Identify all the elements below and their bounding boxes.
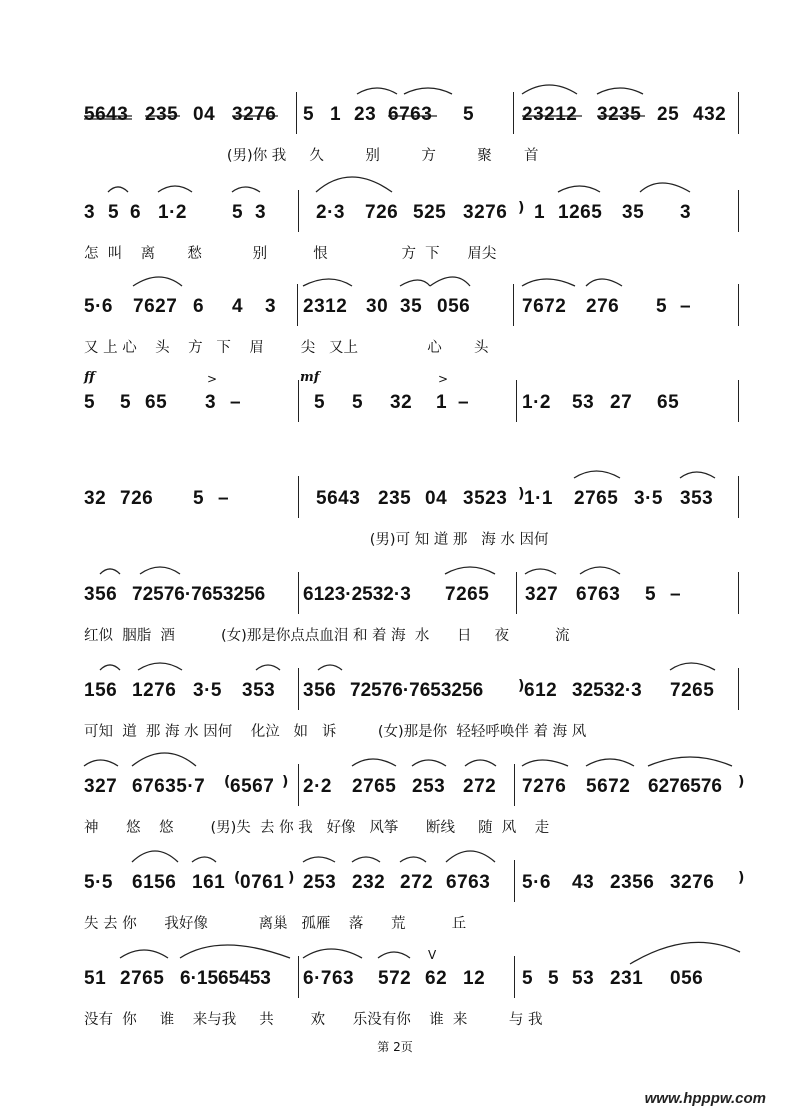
note-group: 056 [437,296,471,317]
page-number: 第 2页 [377,1040,413,1054]
note-group: 3235 [597,104,642,125]
note-group: – [458,392,470,413]
note-group: 53 [572,392,595,413]
barline [298,572,299,614]
note-group: 525 [413,202,447,223]
note-group: 3 [84,202,96,223]
note-group: 5 [645,584,657,605]
note-group: 356 [303,680,337,701]
note-group: 25 [657,104,680,125]
note-group: 231 [610,968,644,989]
accent-mark: > [438,372,449,386]
note-group: 6123·2532·3 [303,584,411,605]
note-group: 5 [548,968,560,989]
note-group: 04 [425,488,448,509]
slur-marks [0,268,790,338]
note-group: 5 [314,392,326,413]
bracket: ) [288,870,295,886]
barline [514,764,515,806]
bracket: ( [234,870,241,886]
note-group: 353 [680,488,714,509]
note-group: 5 [108,202,120,223]
note-group: 253 [303,872,337,893]
note-group: 726 [120,488,154,509]
barline [298,380,299,422]
barline [738,190,739,232]
barline [298,956,299,998]
note-group: 43 [572,872,595,893]
note-group: 32532·3 [572,680,642,701]
note-group: 272 [400,872,434,893]
note-group: 3276 [232,104,277,125]
note-group: 04 [193,104,216,125]
note-group: 6 [130,202,142,223]
note-group: 5 [463,104,475,125]
lyrics-line: 又 上 心 头 方 下 眉 尖 又上 心 头 [84,340,489,356]
barline [297,284,298,326]
note-group: 356 [84,584,118,605]
bracket: ) [518,678,525,694]
note-group: 2765 [574,488,619,509]
bracket: ( [224,774,231,790]
note-group: 276 [586,296,620,317]
note-group: 235 [378,488,412,509]
note-group: – [230,392,242,413]
note-group: 1 [330,104,342,125]
barline [298,668,299,710]
note-group: 056 [670,968,704,989]
note-group: – [670,584,682,605]
note-group: 5672 [586,776,631,797]
note-group: 32 [390,392,413,413]
note-group: 35 [622,202,645,223]
note-group: 156 [84,680,118,701]
note-group: 6763 [388,104,433,125]
watermark-url: www.hpppw.com [644,1090,766,1107]
note-group: 7627 [133,296,178,317]
note-group: 7265 [670,680,715,701]
note-group: 2·2 [303,776,332,797]
note-group: 3 [680,202,692,223]
note-group: 327 [525,584,559,605]
note-group: 51 [84,968,107,989]
note-group: 7265 [445,584,490,605]
note-group: 5 [352,392,364,413]
lyrics-line: 怎 叫 离 愁 别 恨 方 下 眉尖 [84,246,497,262]
note-group: 5 [232,202,244,223]
note-group: 6·1565453 [180,968,271,989]
note-group: 1 [436,392,448,413]
barline [298,764,299,806]
note-group: 253 [412,776,446,797]
note-group: 6156 [132,872,177,893]
barline [738,380,739,422]
note-group: 5 [522,968,534,989]
lyrics-line: 可知 道 那 海 水 因何 化泣 如 诉 (女)那是你 轻轻呼唤伴 着 海 风 [84,724,587,740]
note-group: 30 [366,296,389,317]
note-group: 72576·7653256 [132,584,266,605]
note-group: 72576·7653256 [350,680,484,701]
barline [298,476,299,518]
barline [738,572,739,614]
note-group: 5·6 [84,296,113,317]
barline [514,956,515,998]
note-group: 2356 [610,872,655,893]
note-group: 5 [193,488,205,509]
bracket: ) [738,774,745,790]
barline [296,92,297,134]
note-group: 4 [232,296,244,317]
note-group: 35 [400,296,423,317]
note-group: 272 [463,776,497,797]
lyrics-line: 失 去 你 我好像 离巢 孤雁 落 荒 丘 [84,916,467,932]
note-group: – [218,488,230,509]
note-group: 5 [84,392,96,413]
barline [513,284,514,326]
note-group: 1·2 [522,392,551,413]
barline [513,92,514,134]
barline [738,92,739,134]
bracket: ) [738,870,745,886]
note-group: 232 [352,872,386,893]
note-group: 7672 [522,296,567,317]
note-group: 2·3 [316,202,345,223]
lyrics-line: 神 悠 悠 (男)失 去 你 我 好像 风筝 断线 随 风 走 [84,820,550,836]
note-group: 612 [524,680,558,701]
note-group: 1·2 [158,202,187,223]
barline [738,476,739,518]
note-group: 1 [534,202,546,223]
note-group: 6567 [230,776,275,797]
note-group: 67635·7 [132,776,206,797]
note-group: 32 [84,488,107,509]
note-group: 6763 [446,872,491,893]
note-group: 3·5 [193,680,222,701]
note-group: 161 [192,872,226,893]
note-group: 5 [303,104,315,125]
note-group: 5643 [316,488,361,509]
note-group: 6 [193,296,205,317]
note-group: 5643 [84,104,129,125]
note-group: 5·6 [522,872,551,893]
note-group: 0761 [240,872,285,893]
note-group: 1265 [558,202,603,223]
note-group: 7276 [522,776,567,797]
dynamic-mf: mf [300,370,320,385]
note-group: 65 [145,392,168,413]
note-group: 353 [242,680,276,701]
note-group: 3523 [463,488,508,509]
note-group: 65 [657,392,680,413]
bracket: ) [518,486,525,502]
note-group: 6763 [576,584,621,605]
note-group: 5 [120,392,132,413]
note-group: 6·763 [303,968,355,989]
note-group: 432 [693,104,727,125]
note-group: 5·5 [84,872,113,893]
note-group: 235 [145,104,179,125]
note-group: 2765 [352,776,397,797]
bracket: ) [518,200,525,216]
note-group: 1276 [132,680,177,701]
note-group: 2312 [303,296,348,317]
lyrics-line: (男)可 知 道 那 海 水 因何 [84,532,549,548]
lyrics-line: 没有 你 谁 来与我 共 欢 乐没有你 谁 来 与 我 [84,1012,543,1028]
note-group: 5 [656,296,668,317]
note-group: 572 [378,968,412,989]
note-group: 62 [425,968,448,989]
note-group: 327 [84,776,118,797]
note-group: 23 [354,104,377,125]
note-group: 1·1 [524,488,553,509]
barline [738,668,739,710]
barline [738,284,739,326]
bracket: ) [282,774,289,790]
breath-mark: V [428,948,437,962]
note-group: 23212 [522,104,578,125]
barline [514,860,515,902]
lyrics-line: (男)你 我 久 别 方 聚 首 [84,148,539,164]
barline [516,572,517,614]
dynamic-ff: ff [84,370,95,385]
note-group: 3276 [463,202,508,223]
lyrics-line: 红似 胭脂 酒 (女)那是你点点血泪 和 着 海 水 日 夜 流 [84,628,570,644]
accent-mark: > [207,372,218,386]
note-group: 3 [255,202,267,223]
note-group: – [680,296,692,317]
note-group: 3 [205,392,217,413]
note-group: 6276576 [648,776,722,797]
note-group: 726 [365,202,399,223]
note-group: 3276 [670,872,715,893]
note-group: 3 [265,296,277,317]
note-group: 3·5 [634,488,663,509]
note-group: 2765 [120,968,165,989]
barline [298,190,299,232]
note-group: 27 [610,392,633,413]
note-group: 53 [572,968,595,989]
barline [516,380,517,422]
note-group: 12 [463,968,486,989]
